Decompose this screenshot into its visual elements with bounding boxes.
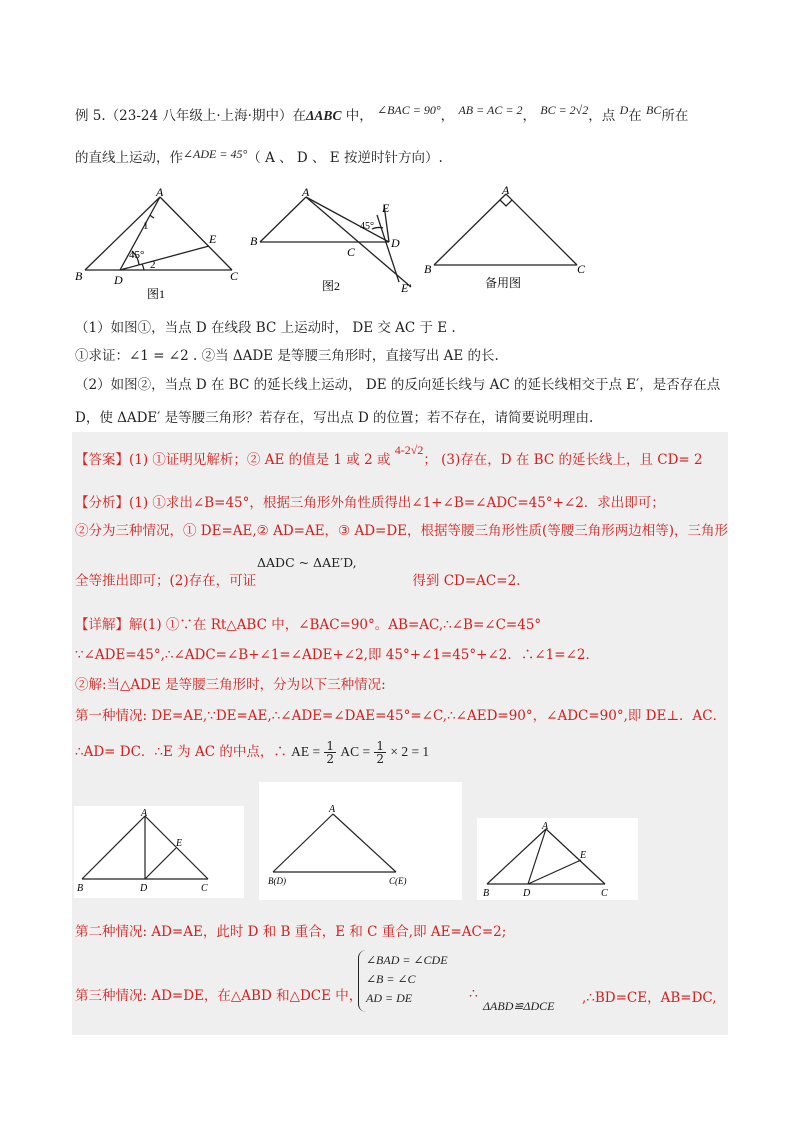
problem-line-2: 的直线上运动，作∠ADE = 45°（ A 、 D 、 E 按逆时针方向）. [75, 147, 443, 166]
case2-figure [259, 782, 462, 900]
fig2-label-45: 45° [360, 221, 374, 232]
fig1-label-A: A [156, 185, 164, 199]
problem-figures [72, 185, 732, 305]
case3-label-E: E [580, 850, 587, 861]
case2-line: 第二种情况: AD=AE，此时 D 和 B 重合，E 和 C 重合,即 AE=AC=2; [75, 924, 507, 940]
detail-line-5: ∴AD= DC．∴E 为 AC 的中点，∴ AE = $\frac{1}{2}$ AC = $\frac{1}{2}$ × 2 = 1 [75, 739, 430, 766]
fig2-label-E: E [382, 201, 390, 215]
fig3-label-B: B [424, 262, 432, 276]
part1-line-2: ①求证：∠1 = ∠2 . ②当 ΔADE 是等腰三角形时，直接写出 AE 的长. [75, 348, 499, 364]
case1-label-C: C [201, 883, 208, 894]
detail-line-1: 【详解】解(1) ①∵在 Rt△ABC 中，∠BAC=90°。AB=AC,∴∠B=∠C=45° [75, 617, 542, 633]
fig3-caption: 备用图 [485, 276, 522, 290]
fig2-caption: 图2 [322, 279, 341, 293]
part2-line-1: （2）如图②，当点 D 在 BC 的延长线上运动， DE 的反向延长线与 AC 的延长线相交于点 E′，是否存在点 [75, 377, 721, 393]
part2-line-2: D，使 ΔADE′ 是等腰三角形？若存在，写出点 D 的位置；若不存在，请简要说明理由. [75, 410, 594, 426]
fig3-label-A: A [502, 185, 510, 197]
problem-line-1: 例 5.（23-24 八年级上·上海·期中）在ΔABC 中， ∠BAC = 90°， AB = AC = 2， BC = 2√2，点 D在 BC所在 [75, 103, 689, 124]
therefore-symbol: ∴ [469, 986, 478, 1002]
fraction-half-1: $\frac{1}{2}$ [326, 739, 335, 766]
fig2-label-Eprime: E′ [401, 281, 411, 295]
case2-label-BD: B(D) [268, 876, 286, 886]
case1-label-B: B [77, 883, 84, 894]
case1-label-D: D [140, 883, 148, 894]
fig2-label-B: B [250, 234, 258, 248]
analysis-line-2: ②分为三种情况，① DE=AE,② AD=AE，③ AD=DE，根据等腰三角形性质(等腰三角形两边相等)，三角形 [75, 523, 729, 539]
figure-3 [434, 194, 577, 265]
fig2-label-D: D [391, 236, 400, 250]
detail-line-3: ②解:当△ADE 是等腰三角形时，分为以下三种情况: [75, 677, 386, 693]
analysis-similar: ΔADC ~ ΔAE′D, [257, 555, 357, 570]
fig1-label-B: B [75, 269, 83, 283]
fig1-label-D: D [114, 273, 123, 287]
case1-label-E: E [176, 838, 183, 849]
fig1-label-C: C [230, 269, 239, 283]
fig1-label-E: E [209, 232, 217, 246]
fig1-label-2: 2 [150, 259, 156, 271]
part1-line-1: （1）如图①，当点 D 在线段 BC 上运动时， DE 交 AC 于 E . [75, 320, 456, 336]
case3-figure [477, 818, 638, 900]
case1-figure-svg [74, 806, 244, 898]
fig2-label-A: A [302, 185, 310, 199]
fig3-label-C: C [577, 262, 586, 276]
system-eq-3: AD = DE [366, 991, 413, 1005]
fig1-caption: 图1 [147, 287, 166, 301]
analysis-line-1: 【分析】(1) ①求出∠B=45°，根据三角形外角性质得出∠1+∠B=∠ADC=45°+∠2．求出即可； [75, 495, 665, 511]
case3-figure-svg [477, 818, 638, 900]
system-eq-1: ∠BAD = ∠CDE [366, 953, 448, 967]
fraction-half-2: $\frac{1}{2}$ [376, 739, 385, 766]
case3-line: 第三种情况: AD=DE，在△ABD 和△DCE 中， [75, 988, 363, 1004]
fig2-label-C: C [347, 245, 356, 259]
detail-line-4: 第一种情况: DE=AE,∵DE=AE,∴∠ADE=∠DAE=45°=∠C,∴∠AED=90°，∠ADC=90°,即 DE⊥．AC． [75, 708, 727, 724]
equation-system [366, 951, 448, 1008]
case3-label-C: C [601, 888, 608, 899]
fig1-label-45: 45° [129, 249, 145, 261]
answer-line: 【答案】(1) ①证明见解析；② AE 的值是 1 或 2 或 4-2√2； (3)存在，D 在 BC 的延长线上，且 CD= 2 [75, 443, 703, 468]
congruence-statement: ΔABD≌ΔDCE [483, 999, 555, 1013]
case3-label-B: B [483, 888, 490, 899]
detail-line-2: ∵∠ADE=45°,∴∠ADC=∠B+∠1=∠ADE+∠2,即 45°+∠1=45°+∠2．∴∠1=∠2． [75, 647, 599, 663]
case3-tail: ,∴BD=CE，AB=DC, [582, 990, 717, 1006]
case2-label-CE: C(E) [389, 876, 407, 886]
answer-root: 4-2√2 [394, 443, 424, 457]
fig1-label-1: 1 [143, 220, 149, 232]
analysis-line-3: 全等推出即可；(2)存在，可证 ΔADC ~ ΔAE′D, 得到 CD=AC=2. [75, 555, 521, 589]
system-eq-2: ∠B = ∠C [366, 972, 416, 986]
case3-label-A: A [542, 821, 549, 832]
case1-figure [74, 806, 244, 898]
case3-label-D: D [523, 888, 531, 899]
case1-label-A: A [141, 808, 148, 819]
case2-label-A: A [329, 804, 336, 815]
case2-figure-svg [259, 782, 462, 900]
